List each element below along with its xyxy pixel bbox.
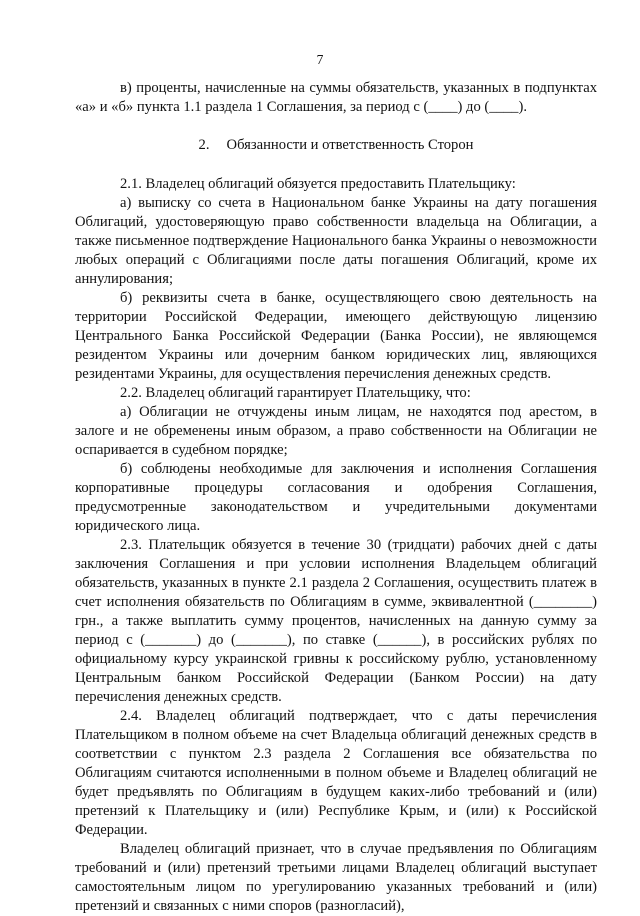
page-number: 7	[316, 52, 324, 67]
document-body	[75, 79, 597, 916]
paragraph-2-2-a: а) Облигации не отчуждены иным лицам, не находятся под арестом, в залоге и не обременены иным образом, а право собственности на Облигации не оспаривается в судебном порядке;	[75, 404, 597, 458]
paragraph-2-3: 2.3. Плательщик обязуется в течение 30 (тридцати) рабочих дней с даты заключения Соглашения и при условии исполнения Владельцем облигаций обязательств, указанных в пункте 2.1 раздела 2 Соглашения, осуществить платеж в счет исполнения обязательств по Облигациям в сумме, эквивалентной (________) грн., а также выплатить сумму процентов, начисленных на данную сумму за период с (_______) до (_______), по ставке (______), в российских рублях по официальному курсу украинской гривны к российскому рублю, установленному Центральным банком Российской Федерации (Банком России) на дату перечисления денежных средств.	[75, 537, 597, 705]
paragraph-2-1: 2.1. Владелец облигаций обязуется предоставить Плательщику:	[120, 176, 516, 192]
paragraph-1v-interest: в) проценты, начисленные на суммы обязательств, указанных в подпунктах «а» и «б» пункта 1.1 раздела 1 Соглашения, за период с (____) до (____).	[75, 80, 597, 115]
section-number: 2.	[198, 137, 210, 153]
paragraph-2-2-b: б) соблюдены необходимые для заключения и исполнения Соглашения корпоративные процедуры согласования и одобрения Соглашения, предусмотренные законодательством и учредительными документами юридического лица.	[75, 461, 597, 534]
paragraph-2-1-b: б) реквизиты счета в банке, осуществляющего свою деятельность на территории Российской Федерации, имеющего действующую лицензию Центрального Банка Российской Федерации (Банка России), не являющемся резидентом Украины или дочерним банком юридических лиц, являющихся резидентами Украины, для осуществления перечисления денежных средств.	[75, 290, 597, 382]
section-title: Обязанности и ответственность Сторон	[226, 137, 474, 153]
paragraph-2-2: 2.2. Владелец облигаций гарантирует Плательщику, что:	[120, 385, 471, 401]
paragraph-2-4-continued: Владелец облигаций признает, что в случае предъявления по Облигациям требований и (или) претензий третьими лицами Владелец облигаций выступает самостоятельным лицом по урегулированию указанных требований и (или) претензий и связанных с ними споров (разногласий),	[75, 841, 597, 914]
paragraph-2-4: 2.4. Владелец облигаций подтверждает, что с даты перечисления Плательщиком в полном объеме на счет Владельца облигаций денежных средств в соответствии с пунктом 2.3 раздела 2 Соглашения все обязательства по Облигациям считаются исполненными в полном объеме и Владелец облигаций не будет предъявлять по Облигациям в будущем каких-либо требований и (или) претензий к Плательщику и (или) Республике Крым, и (или) к Российской Федерации.	[75, 708, 597, 838]
paragraph-2-1-a: а) выписку со счета в Национальном банке Украины на дату погашения Облигаций, удостоверяющую право собственности владельца на Облигации, а также письменное подтверждение Национального банка Украины о невозможности любых операций с Облигациями после даты погашения Облигаций, кроме их аннулирования;	[75, 195, 597, 287]
section-heading	[75, 136, 597, 155]
